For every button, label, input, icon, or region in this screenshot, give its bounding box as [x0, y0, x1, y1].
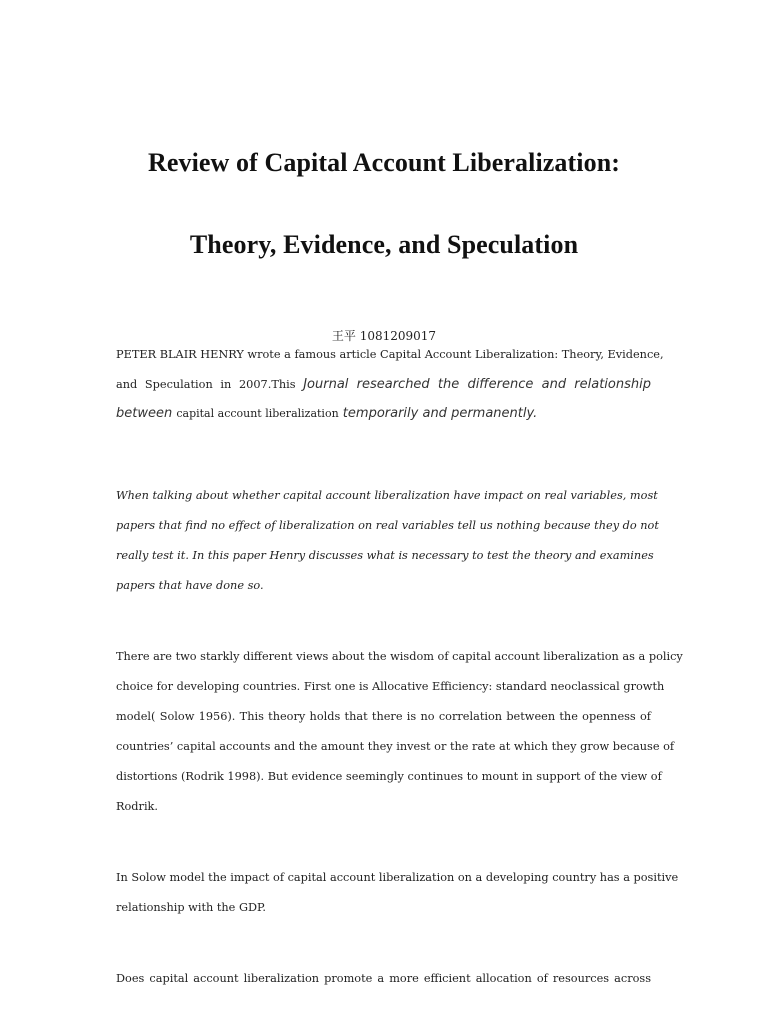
intro-line-3-plain: capital account liberalization	[176, 407, 339, 420]
p2-line-4: countries’ capital accounts and the amount they invest or the rate at which they grow because of	[116, 740, 675, 753]
intro-line-2-plain: and Speculation in 2007.This	[116, 378, 304, 391]
p2-line-3: model( Solow 1956). This theory holds that there is no correlation between the openness of	[116, 710, 651, 723]
intro-line-3-tail: temporarily and permanently.	[338, 406, 538, 421]
intro-line-3-lead: between	[116, 406, 177, 421]
p1-line-3: really test it. In this paper Henry discusses what is necessary to test the theory and examines	[116, 549, 654, 562]
p4-line-1: Does capital account liberalization promote a more efficient allocation of resources across	[116, 972, 651, 985]
p3-line-2: relationship with the GDP.	[116, 901, 266, 914]
p1-line-2: papers that find no effect of liberalization on real variables tell us nothing because they do not	[116, 519, 659, 532]
p3-line-1: In Solow model the impact of capital account liberalization on a developing country has a positive	[116, 871, 679, 884]
p1-line-1: When talking about whether capital account liberalization have impact on real variables, most	[116, 489, 658, 502]
p2-line-1: There are two starkly different views about the wisdom of capital account liberalization as a policy	[116, 650, 683, 663]
intro-line-3	[116, 406, 651, 421]
author-line: 王平 1081209017	[331, 329, 437, 343]
p2-line-2: choice for developing countries. First one is Allocative Efficiency: standard neoclassical growth	[116, 680, 665, 693]
title-line-2: Theory, Evidence, and Speculation	[189, 230, 579, 259]
intro-line-2-emphasis: Journal researched the difference and relationship	[303, 377, 651, 392]
p2-line-6: Rodrik.	[116, 800, 158, 813]
title-line-1: Review of Capital Account Liberalization:	[147, 148, 621, 177]
p1-line-4: papers that have done so.	[116, 579, 264, 592]
intro-line-2	[116, 377, 651, 392]
intro-line-1: PETER BLAIR HENRY wrote a famous article Capital Account Liberalization: Theory, Evidence,	[116, 348, 664, 361]
p2-line-5: distortions (Rodrik 1998). But evidence seemingly continues to mount in support of the view of	[116, 770, 662, 783]
